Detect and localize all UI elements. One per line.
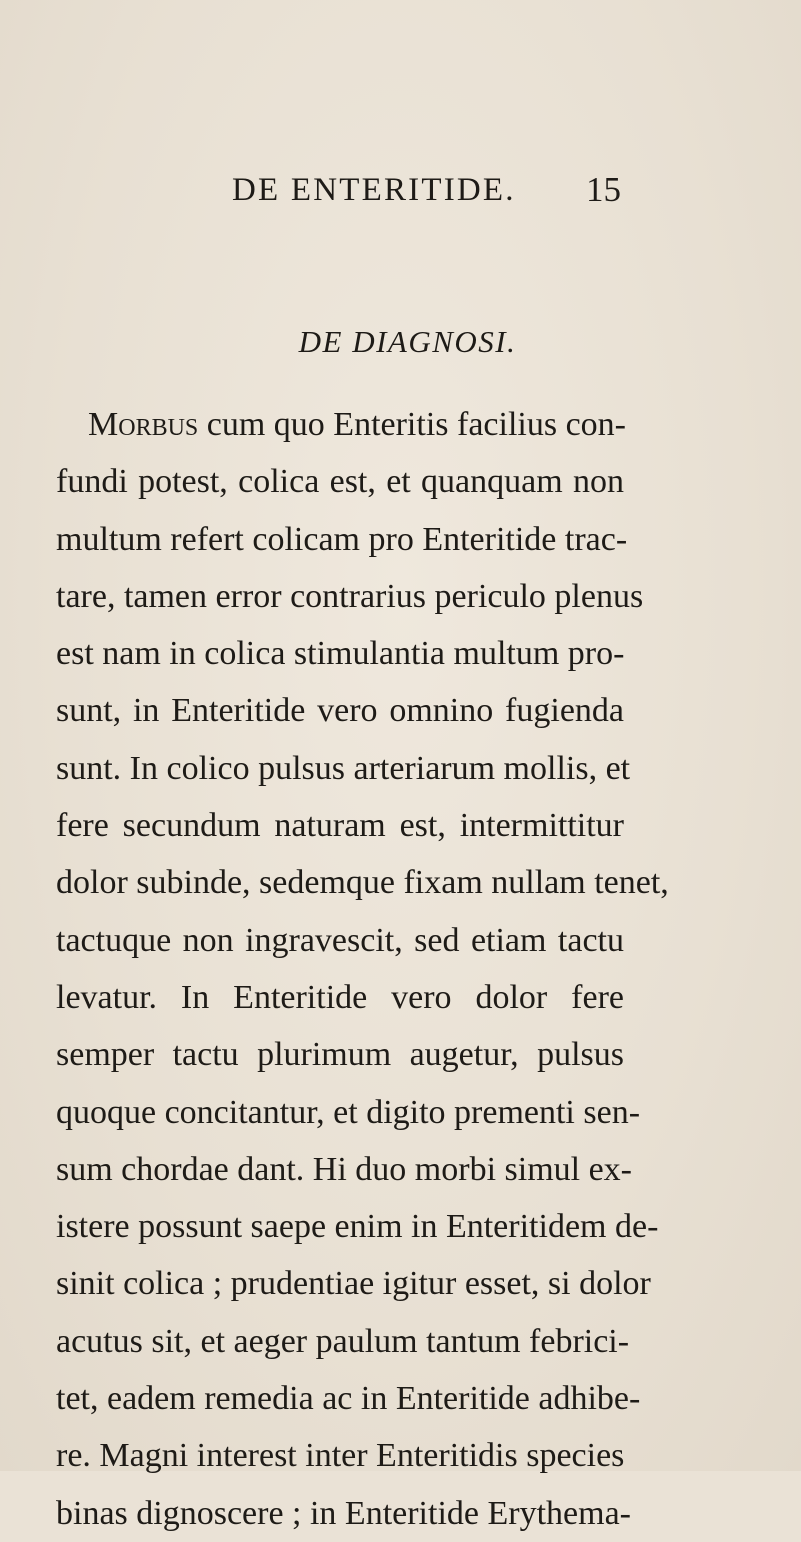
text-line: tare, tamen error contrarius periculo plenus (56, 577, 644, 615)
text-line: sum chordae dant. Hi duo morbi simul ex- (56, 1150, 633, 1188)
text-line: fundi potest, colica est, et quanquam non (56, 463, 624, 501)
text-line: tet, eadem remedia ac in Enteritide adhibe- (56, 1380, 641, 1418)
text-line: istere possunt saepe enim in Enteritidem de- (56, 1208, 659, 1246)
section-heading: DE DIAGNOSI. (298, 324, 517, 359)
text-line: multum refert colicam pro Enteritide trac- (56, 520, 628, 558)
text-line: sunt. In colico pulsus arteriarum mollis, et (56, 749, 631, 787)
first-line-rest: cum quo Enteritis facilius con- (198, 406, 626, 443)
text-line: sinit colica ; prudentiae igitur esset, si dolor (56, 1265, 651, 1303)
text-line: tactuque non ingravescit, sed etiam tactu (56, 921, 624, 959)
running-head (0, 168, 801, 212)
text-line: fere secundum naturam est, intermittitur (56, 807, 624, 845)
text-line: binas dignoscere ; in Enteritide Erythema- (56, 1494, 631, 1532)
text-line-1 (56, 396, 624, 453)
text-line: dolor subinde, sedemque fixam nullam tenet, (56, 864, 669, 902)
text-line: quoque concitantur, et digito prementi sen- (56, 1093, 641, 1131)
body-paragraph (56, 396, 669, 1542)
text-line: levatur. In Enteritide vero dolor fere (56, 978, 624, 1016)
text-line: sunt, in Enteritide vero omnino fugienda (56, 692, 624, 730)
text-line: est nam in colica stimulantia multum pro- (56, 635, 625, 673)
page-number: 15 (586, 170, 621, 209)
text-line: semper tactu plurimum augetur, pulsus (56, 1036, 624, 1074)
drop-word: Morbus (88, 406, 199, 443)
text-line: re. Magni interest inter Enteritidis species (56, 1437, 625, 1475)
text-line: acutus sit, et aeger paulum tantum febrici- (56, 1322, 630, 1360)
running-title: DE ENTERITIDE. (232, 172, 516, 208)
